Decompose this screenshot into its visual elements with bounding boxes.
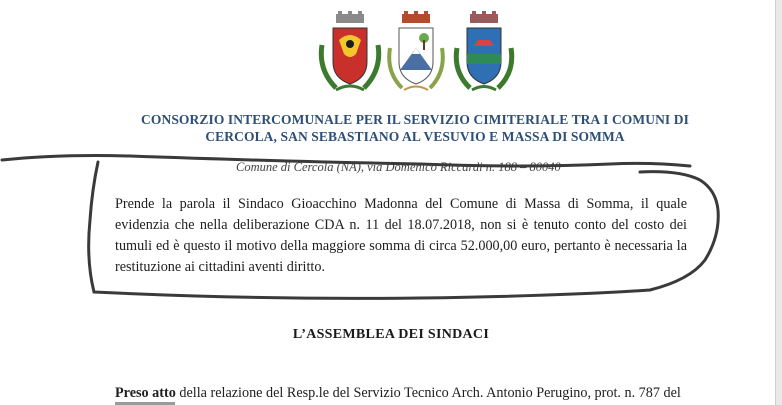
cercola-crest-icon <box>316 10 384 96</box>
section-title: L’ASSEMBLEA DEI SINDACI <box>292 327 490 342</box>
header-line-2: CERCOLA, SAN SEBASTIANO AL VESUVIO E MASSA DI SOMMA <box>205 129 625 144</box>
preso-atto-label: Preso atto <box>115 385 176 401</box>
massa-di-somma-crest-icon <box>452 10 516 96</box>
consortium-header <box>90 111 740 145</box>
address-line: Comune di Cercola (NA), via Domenico Riccardi n. 188 – 80040 <box>236 160 561 174</box>
header-line-1: CONSORZIO INTERCOMUNALE PER IL SERVIZIO CIMITERIALE TRA I COMUNI DI <box>141 112 689 127</box>
san-sebastiano-crest-icon <box>386 10 446 96</box>
preso-atto-paragraph <box>115 383 715 404</box>
crest-row <box>0 0 782 100</box>
preso-atto-text: della relazione del Resp.le del Servizio Tecnico Arch. Antonio Perugino, prot. n. 787 del <box>175 385 681 401</box>
quoted-paragraph: Prende la parola il Sindaco Gioacchino Madonna del Comune di Massa di Somma, il quale evidenzia che nella deliberazione CDA n. 11 del 18.07.2018, non si è tenuto conto del costo dei tumuli ed è questo il motivo della maggiore somma di circa 52.000,00 euro, pertanto è necessaria la restituzione ai cittadini aventi diritto. <box>115 196 687 275</box>
